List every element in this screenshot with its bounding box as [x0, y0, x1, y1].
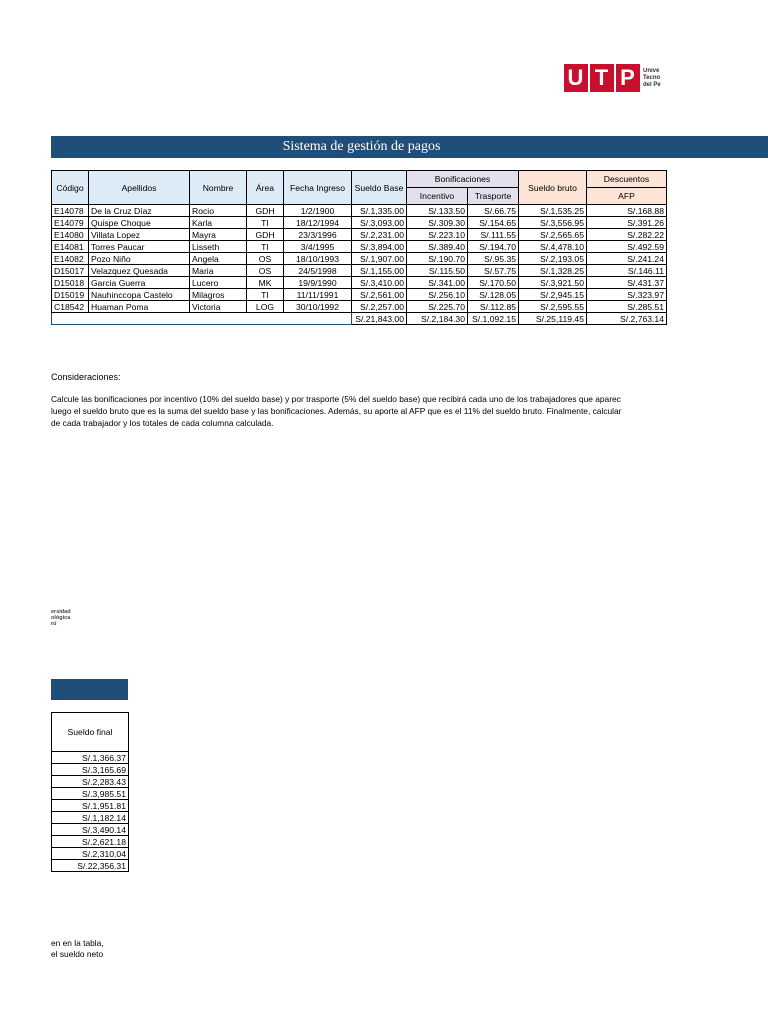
cell-sueldo-final: S/.2,621.18 [52, 836, 129, 848]
cell-trasporte: S/.66.75 [468, 205, 519, 217]
cell-sueldo-final: S/.3,985.51 [52, 788, 129, 800]
table-row [52, 788, 129, 800]
header-nombre: Nombre [190, 171, 247, 205]
cell-sueldo-base: S/.2,231.00 [352, 229, 407, 241]
cell-apellidos: Pozo Niño [89, 253, 190, 265]
cell-nombre: Milagros [190, 289, 247, 301]
cell-sueldo-bruto: S/.2,565.65 [519, 229, 587, 241]
total-afp: S/.2,763.14 [587, 313, 667, 325]
cell-sueldo-base: S/.1,907.00 [352, 253, 407, 265]
cell-apellidos: De la Cruz Díaz [89, 205, 190, 217]
cell-sueldo-bruto: S/.3,921.50 [519, 277, 587, 289]
total-sueldo-final: S/.22,356.31 [52, 860, 129, 872]
cell-area: TI [247, 217, 284, 229]
consideraciones-line: luego el sueldo bruto que es la suma del sueldo base y las bonificaciones. Además, su aporte al AFP que es el 11% del sueldo bruto. Finalmente, calcular [51, 406, 622, 416]
logo-text-line: Unive [643, 67, 660, 74]
cell-fecha-ingreso: 3/4/1995 [284, 241, 352, 253]
table-row [52, 277, 667, 289]
cell-fecha-ingreso: 1/2/1900 [284, 205, 352, 217]
cell-codigo: C18542 [52, 301, 89, 313]
cell-area: TI [247, 241, 284, 253]
header-codigo: Código [52, 171, 89, 205]
table-row [52, 776, 129, 788]
cell-apellidos: Huaman Poma [89, 301, 190, 313]
cell-trasporte: S/.95.35 [468, 253, 519, 265]
header-trasporte: Trasporte [468, 188, 519, 205]
header-incentivo: Incentivo [407, 188, 468, 205]
cell-apellidos: Quispe Choque [89, 217, 190, 229]
page-title: Sistema de gestión de pagos [51, 136, 768, 158]
cell-sueldo-base: S/.1,335.00 [352, 205, 407, 217]
cell-sueldo-final: S/.1,182.14 [52, 812, 129, 824]
cell-afp: S/.168.88 [587, 205, 667, 217]
total-bruto: S/.25,119.45 [519, 313, 587, 325]
cell-fecha-ingreso: 24/5/1998 [284, 265, 352, 277]
cell-codigo: D15017 [52, 265, 89, 277]
cell-trasporte: S/.111.55 [468, 229, 519, 241]
header-sueldo-final: Sueldo final [52, 713, 129, 752]
table-row [52, 752, 129, 764]
cell-sueldo-final: S/.1,951.81 [52, 800, 129, 812]
cell-trasporte: S/.154.65 [468, 217, 519, 229]
table-row [52, 205, 667, 217]
cell-area: GDH [247, 205, 284, 217]
header-afp: AFP [587, 188, 667, 205]
cell-trasporte: S/.194.70 [468, 241, 519, 253]
cell-sueldo-bruto: S/.4,478.10 [519, 241, 587, 253]
cell-area: MK [247, 277, 284, 289]
header-fecha-ingreso: Fecha Ingreso [284, 171, 352, 205]
cell-apellidos: Torres Paucar [89, 241, 190, 253]
cell-sueldo-base: S/.2,257.00 [352, 301, 407, 313]
table-row [52, 800, 129, 812]
cell-fecha-ingreso: 11/11/1991 [284, 289, 352, 301]
cell-codigo: D15018 [52, 277, 89, 289]
logo-letter-p: P [620, 65, 636, 90]
cell-apellidos: Garcia Guerra [89, 277, 190, 289]
cell-sueldo-bruto: S/.3,556.95 [519, 217, 587, 229]
cell-afp: S/.431.37 [587, 277, 667, 289]
final-header-row [52, 713, 129, 752]
table-row [52, 241, 667, 253]
cell-nombre: Angela [190, 253, 247, 265]
consideraciones-line: Calcule las bonificaciones por incentivo (10% del sueldo base) y por trasporte (5% del sueldo base) que recibirá cada uno de los trabajadores que aparec [51, 394, 621, 404]
header-apellidos: Apellidos [89, 171, 190, 205]
cell-afp: S/.241.24 [587, 253, 667, 265]
table-row [52, 229, 667, 241]
cell-codigo: E14079 [52, 217, 89, 229]
cell-fecha-ingreso: 23/3/1996 [284, 229, 352, 241]
cell-area: OS [247, 253, 284, 265]
consideraciones-title: Consideraciones: [51, 372, 121, 382]
cell-codigo: D15019 [52, 289, 89, 301]
table-row [52, 217, 667, 229]
cell-incentivo: S/.133.50 [407, 205, 468, 217]
header-sueldo-bruto: Sueldo bruto [519, 171, 587, 205]
utp-logo [564, 64, 663, 92]
sueldo-final-table [51, 712, 129, 872]
table-row [52, 289, 667, 301]
cell-fecha-ingreso: 30/10/1992 [284, 301, 352, 313]
logo-fragment-line: ersidad [51, 609, 71, 615]
cell-fecha-ingreso: 18/12/1994 [284, 217, 352, 229]
cell-codigo: E14082 [52, 253, 89, 265]
cell-sueldo-final: S/.2,310.04 [52, 848, 129, 860]
cell-sueldo-bruto: S/.2,595.55 [519, 301, 587, 313]
table-row [52, 812, 129, 824]
table-row [52, 824, 129, 836]
logo-text-line: del Pe [643, 81, 661, 88]
table-row [52, 253, 667, 265]
totals-label: TOTALES [52, 313, 352, 325]
logo-letter-u: U [567, 65, 585, 90]
cell-nombre: Karla [190, 217, 247, 229]
payroll-table [51, 170, 667, 325]
cell-afp: S/.323.97 [587, 289, 667, 301]
payroll-body [52, 205, 667, 313]
cell-incentivo: S/.223.10 [407, 229, 468, 241]
table-row [52, 764, 129, 776]
cell-codigo: E14081 [52, 241, 89, 253]
total-base: S/.21,843.00 [352, 313, 407, 325]
cell-nombre: Lucero [190, 277, 247, 289]
logo-text [643, 68, 663, 89]
text-fragment-line: el sueldo neto [51, 949, 104, 959]
table-row [52, 836, 129, 848]
cell-incentivo: S/.115.50 [407, 265, 468, 277]
logo-text-line: Tecno [643, 74, 661, 81]
cell-incentivo: S/.389.40 [407, 241, 468, 253]
cell-sueldo-base: S/.3,410.00 [352, 277, 407, 289]
cell-sueldo-bruto: S/.2,945.15 [519, 289, 587, 301]
cell-sueldo-final: S/.2,283.43 [52, 776, 129, 788]
table-row [52, 265, 667, 277]
cell-sueldo-final: S/.1,366.37 [52, 752, 129, 764]
consideraciones-line: de cada trabajador y los totales de cada columna calculada. [51, 418, 274, 428]
cell-nombre: Maria [190, 265, 247, 277]
cell-incentivo: S/.341.00 [407, 277, 468, 289]
cell-area: OS [247, 265, 284, 277]
logo-text-fragment [51, 609, 71, 627]
cell-apellidos: Velazquez Quesada [89, 265, 190, 277]
cell-nombre: Mayra [190, 229, 247, 241]
cell-incentivo: S/.225.70 [407, 301, 468, 313]
utp-logo-box [564, 64, 640, 92]
cell-nombre: Victoria [190, 301, 247, 313]
cell-sueldo-base: S/.3,894.00 [352, 241, 407, 253]
final-total-row [52, 860, 129, 872]
cell-afp: S/.391.26 [587, 217, 667, 229]
cell-sueldo-bruto: S/.1,535.25 [519, 205, 587, 217]
cell-afp: S/.492.59 [587, 241, 667, 253]
header-bonificaciones: Bonificaciones [407, 171, 519, 188]
cell-sueldo-bruto: S/.1,328.25 [519, 265, 587, 277]
cell-fecha-ingreso: 19/9/1990 [284, 277, 352, 289]
cell-sueldo-final: S/.3,490.14 [52, 824, 129, 836]
cell-area: GDH [247, 229, 284, 241]
cell-sueldo-base: S/.1,155.00 [352, 265, 407, 277]
logo-letter-t: T [594, 65, 610, 90]
final-body [52, 752, 129, 860]
title-bar-fragment [51, 679, 128, 700]
header-row [52, 171, 667, 188]
table-row [52, 301, 667, 313]
cell-codigo: E14078 [52, 205, 89, 217]
total-trasporte: S/.1,092.15 [468, 313, 519, 325]
cell-trasporte: S/.112.85 [468, 301, 519, 313]
cell-area: LOG [247, 301, 284, 313]
header-area: Área [247, 171, 284, 205]
cell-sueldo-base: S/.3,093.00 [352, 217, 407, 229]
cell-trasporte: S/.170.50 [468, 277, 519, 289]
table-row [52, 848, 129, 860]
logo-fragment-line: ológica [51, 615, 71, 621]
cell-nombre: Rocio [190, 205, 247, 217]
totals-row [52, 313, 667, 325]
total-incentivo: S/.2,184.30 [407, 313, 468, 325]
cell-fecha-ingreso: 18/10/1993 [284, 253, 352, 265]
cell-trasporte: S/.57.75 [468, 265, 519, 277]
cell-afp: S/.282.22 [587, 229, 667, 241]
cell-trasporte: S/.128.05 [468, 289, 519, 301]
logo-fragment-line: rú [51, 621, 57, 627]
cell-codigo: E14080 [52, 229, 89, 241]
cell-afp: S/.146.11 [587, 265, 667, 277]
cell-incentivo: S/.256.10 [407, 289, 468, 301]
cell-afp: S/.285.51 [587, 301, 667, 313]
cell-sueldo-bruto: S/.2,193.05 [519, 253, 587, 265]
cell-incentivo: S/.309.30 [407, 217, 468, 229]
cell-apellidos: Nauhinccopa Castelo [89, 289, 190, 301]
header-descuentos: Descuentos [587, 171, 667, 188]
text-fragment-line: en en la tabla, [51, 938, 104, 948]
header-sueldo-base: Sueldo Base [352, 171, 407, 205]
cell-sueldo-base: S/.2,561.00 [352, 289, 407, 301]
cell-nombre: Lisseth [190, 241, 247, 253]
cell-sueldo-final: S/.3,165.69 [52, 764, 129, 776]
cell-apellidos: Villata Lopez [89, 229, 190, 241]
cell-incentivo: S/.190.70 [407, 253, 468, 265]
cell-area: TI [247, 289, 284, 301]
